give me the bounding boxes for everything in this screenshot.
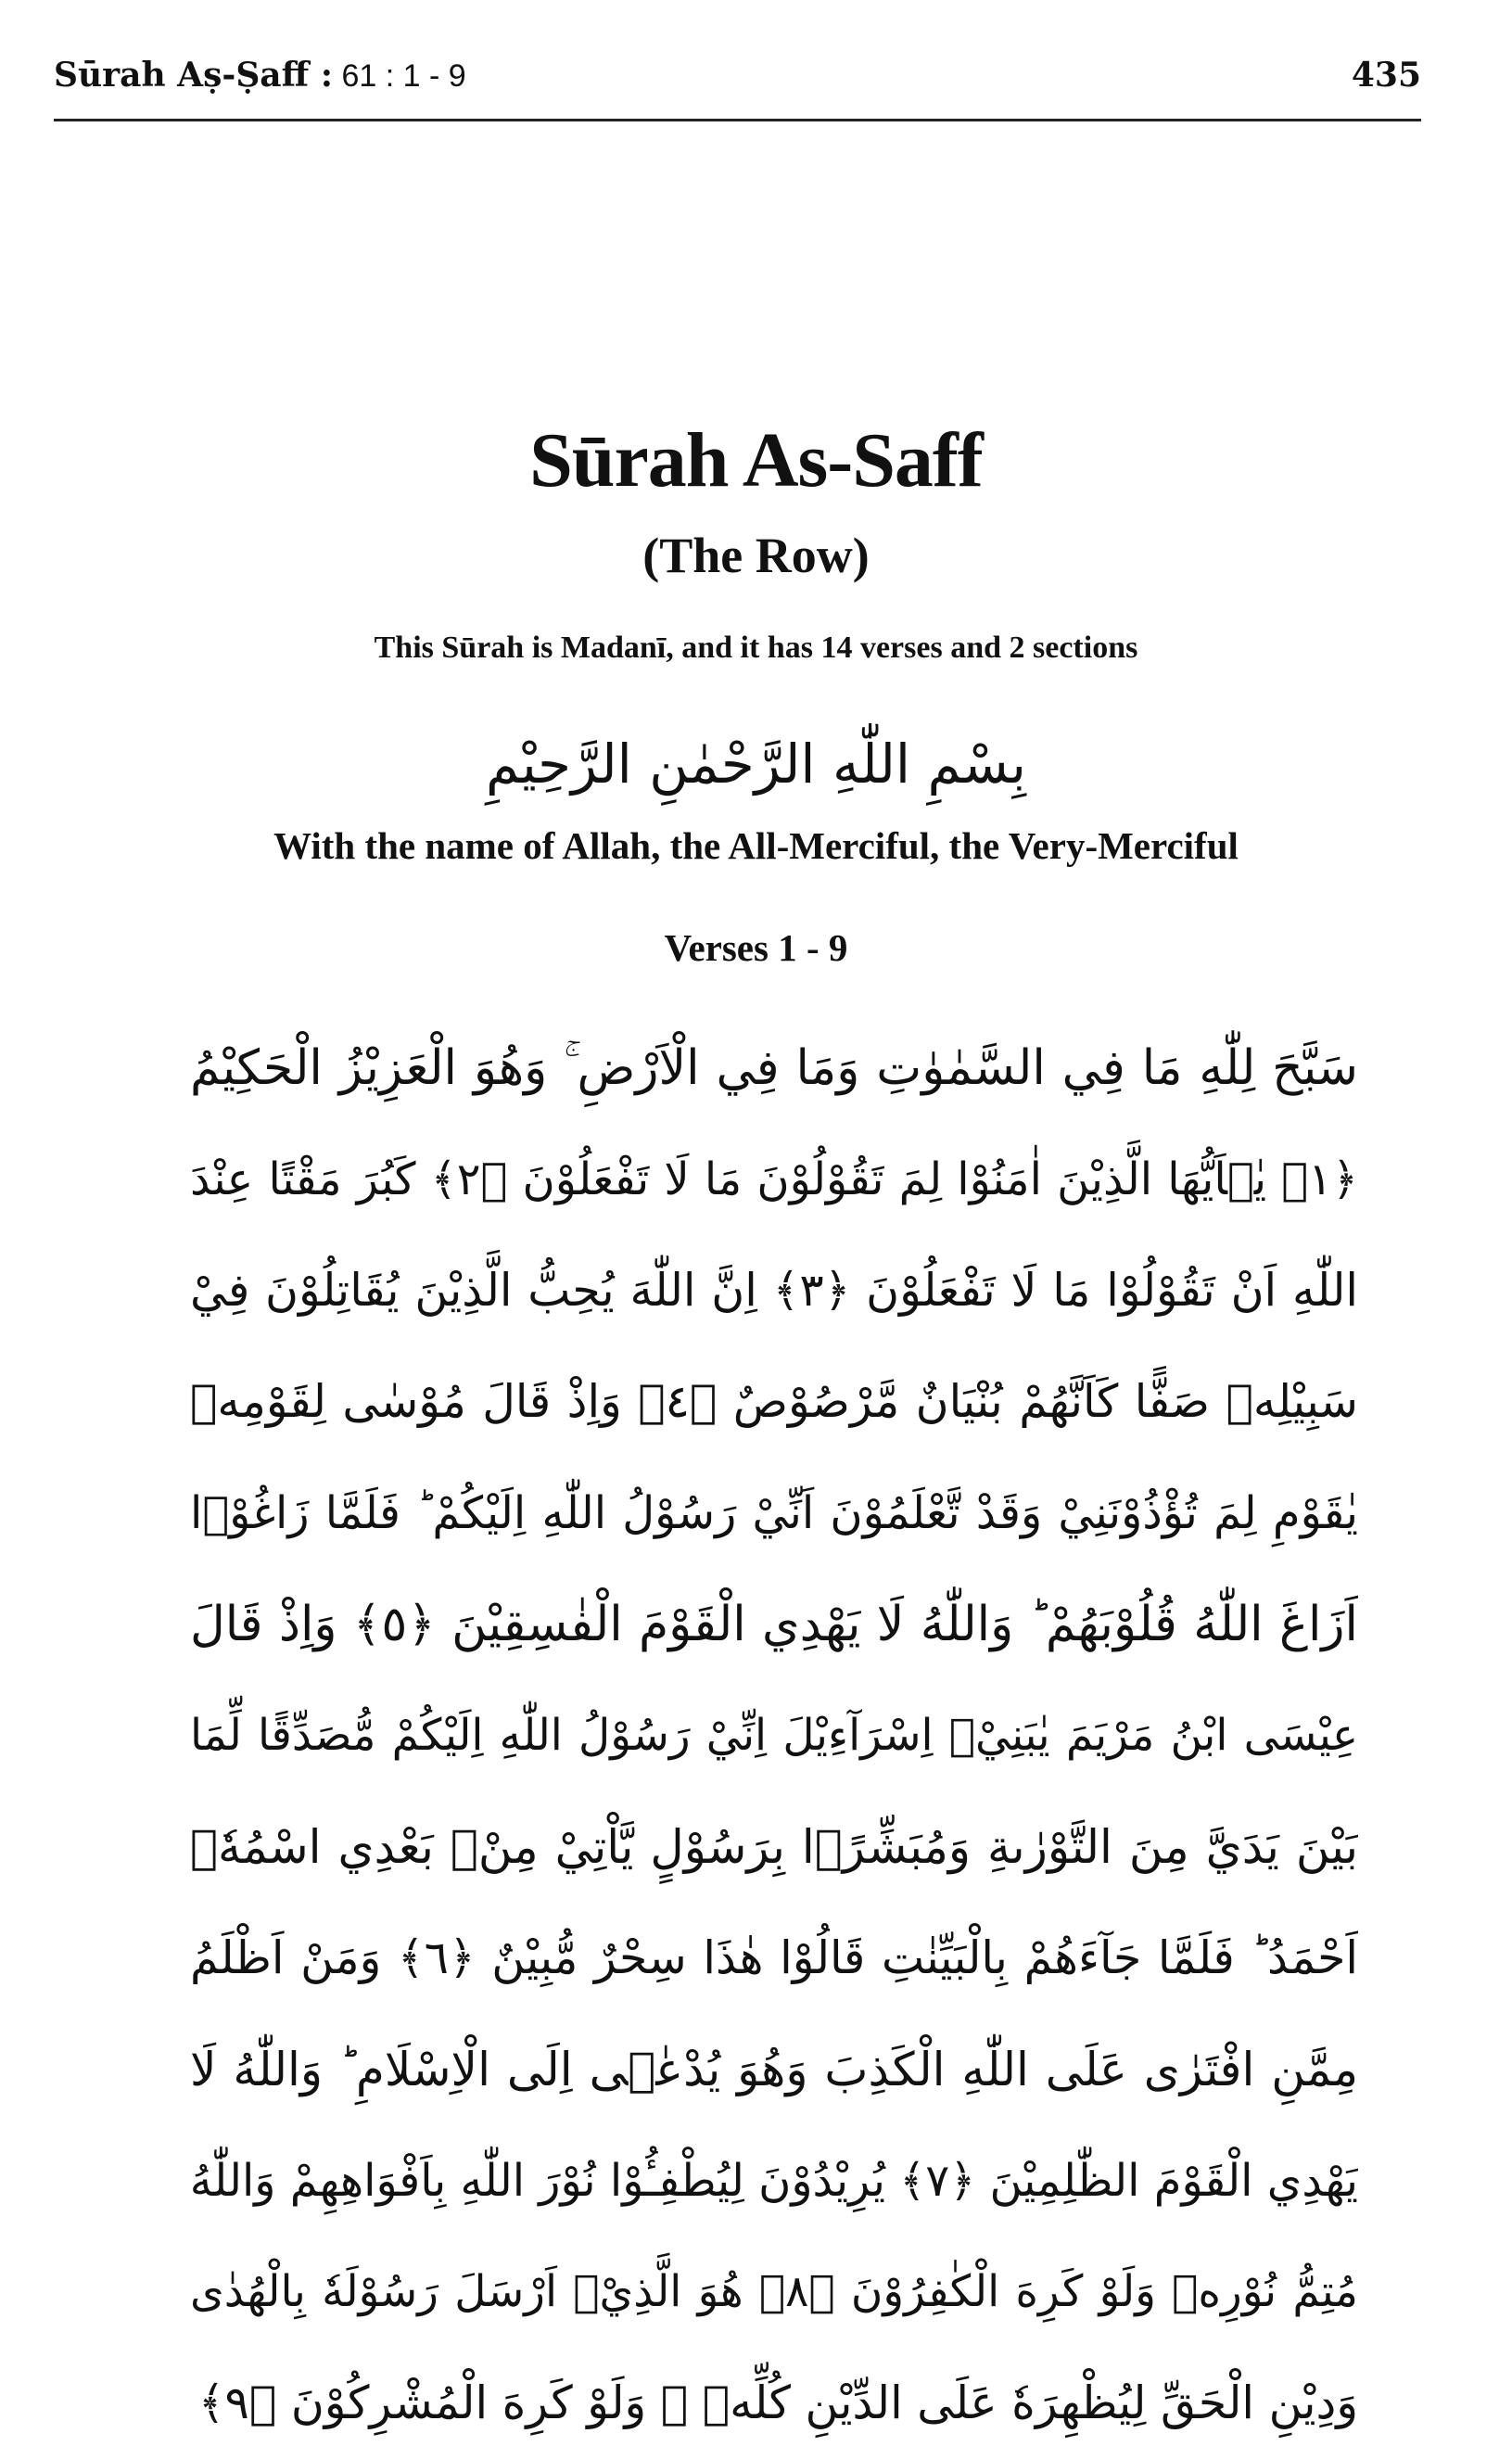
running-header-surah: Sūrah Aṣ-Ṣaff : [54, 56, 334, 95]
running-header-title [54, 56, 466, 95]
arabic-line: سَبَّحَ لِلّٰهِ مَا فِي السَّمٰوٰتِ وَمَا فِي الْاَرْضِ ۚ وَهُوَ الْعَزِيْزُ الْحَكِيْمُ [190, 1040, 1358, 1096]
running-header [54, 56, 1421, 102]
arabic-line: بَيْنَ يَدَيَّ مِنَ التَّوْرٰىةِ وَمُبَشِّرًۢا بِرَسُوْلٍ يَّاْتِيْ مِنْۢ بَعْدِي اسْمُهٗۤ [190, 1820, 1358, 1874]
bismillah-translation: With the name of Allah, the All-Merciful, the Very-Merciful [273, 824, 1239, 867]
page-number: 435 [1351, 56, 1421, 95]
arabic-line: ﴿١﴾ يٰۤاَيُّهَا الَّذِيْنَ اٰمَنُوْا لِمَ تَقُوْلُوْنَ مَا لَا تَفْعَلُوْنَ ﴿٢﴾ كَبُرَ مَقْتًا عِنْدَ [190, 1153, 1358, 1205]
surah-subtitle: (The Row) [642, 528, 870, 583]
surah-info: This Sūrah is Madanī, and it has 14 verses and 2 sections [374, 631, 1138, 665]
arabic-line: مُتِمُّ نُوْرِهٖ وَلَوْ كَرِهَ الْكٰفِرُوْنَ ﴿٨﴾ هُوَ الَّذِيْۤ اَرْسَلَ رَسُوْلَهٗ بِالْهُدٰى [190, 2266, 1358, 2317]
arabic-line: اَحْمَدُ ؕ فَلَمَّا جَآءَهُمْ بِالْبَيِّنٰتِ قَالُوْا هٰذَا سِحْرٌ مُّبِيْنٌ ﴿٦﴾ وَمَنْ اَظْلَمُ [190, 1931, 1358, 1984]
arabic-line: يٰقَوْمِ لِمَ تُؤْذُوْنَنِيْ وَقَدْ تَّعْلَمُوْنَ اَنِّيْ رَسُوْلُ اللّٰهِ اِلَيْكُمْ ؕ فَلَمَّا زَاغُوْۤا [190, 1487, 1358, 1539]
arabic-line: يَهْدِي الْقَوْمَ الظّٰلِمِيْنَ ﴿٧﴾ يُرِيْدُوْنَ لِيُطْفِـُٔوْا نُوْرَ اللّٰهِ بِاَفْوَاهِهِمْ وَاللّٰهُ [190, 2155, 1358, 2207]
arabic-line: وَدِيْنِ الْحَقِّ لِيُظْهِرَهٗ عَلَى الدِّيْنِ كُلِّهٖ ۙ وَلَوْ كَرِهَ الْمُشْرِكُوْنَ ﴿٩﴾ [197, 2376, 1358, 2429]
arabic-line: اَزَاغَ اللّٰهُ قُلُوْبَهُمْ ؕ وَاللّٰهُ لَا يَهْدِي الْقَوْمَ الْفٰسِقِيْنَ ﴿٥﴾ وَاِذْ قَالَ [190, 1597, 1358, 1652]
bismillah-calligraphy: بِسْمِ اللّٰهِ الرَّحْمٰنِ الرَّحِيْمِ [486, 733, 1026, 796]
header-rule [54, 119, 1421, 121]
running-header-reference: 61 : 1 - 9 [333, 58, 466, 94]
arabic-line: سَبِيْلِهٖ صَفًّا كَاَنَّهُمْ بُنْيَانٌ مَّرْصُوْصٌ ﴿٤﴾ وَاِذْ قَالَ مُوْسٰى لِقَوْمِهٖ [190, 1375, 1358, 1428]
surah-title: Sūrah As-Saff [529, 417, 983, 503]
arabic-line: عِيْسَى ابْنُ مَرْيَمَ يٰبَنِيْۤ اِسْرَآءِيْلَ اِنِّيْ رَسُوْلُ اللّٰهِ اِلَيْكُمْ مُّصَدِّقًا لِّمَا [190, 1710, 1358, 1761]
arabic-text-block [190, 1013, 1358, 2459]
verse-range-heading: Verses 1 - 9 [664, 926, 848, 969]
arabic-line: اللّٰهِ اَنْ تَقُوْلُوْا مَا لَا تَفْعَلُوْنَ ﴿٣﴾ اِنَّ اللّٰهَ يُحِبُّ الَّذِيْنَ يُقَاتِلُوْنَ فِيْ [190, 1264, 1358, 1317]
arabic-line: مِمَّنِ افْتَرٰى عَلَى اللّٰهِ الْكَذِبَ وَهُوَ يُدْعٰۤى اِلَى الْاِسْلَامِ ؕ وَاللّٰهُ لَا [190, 2043, 1358, 2096]
